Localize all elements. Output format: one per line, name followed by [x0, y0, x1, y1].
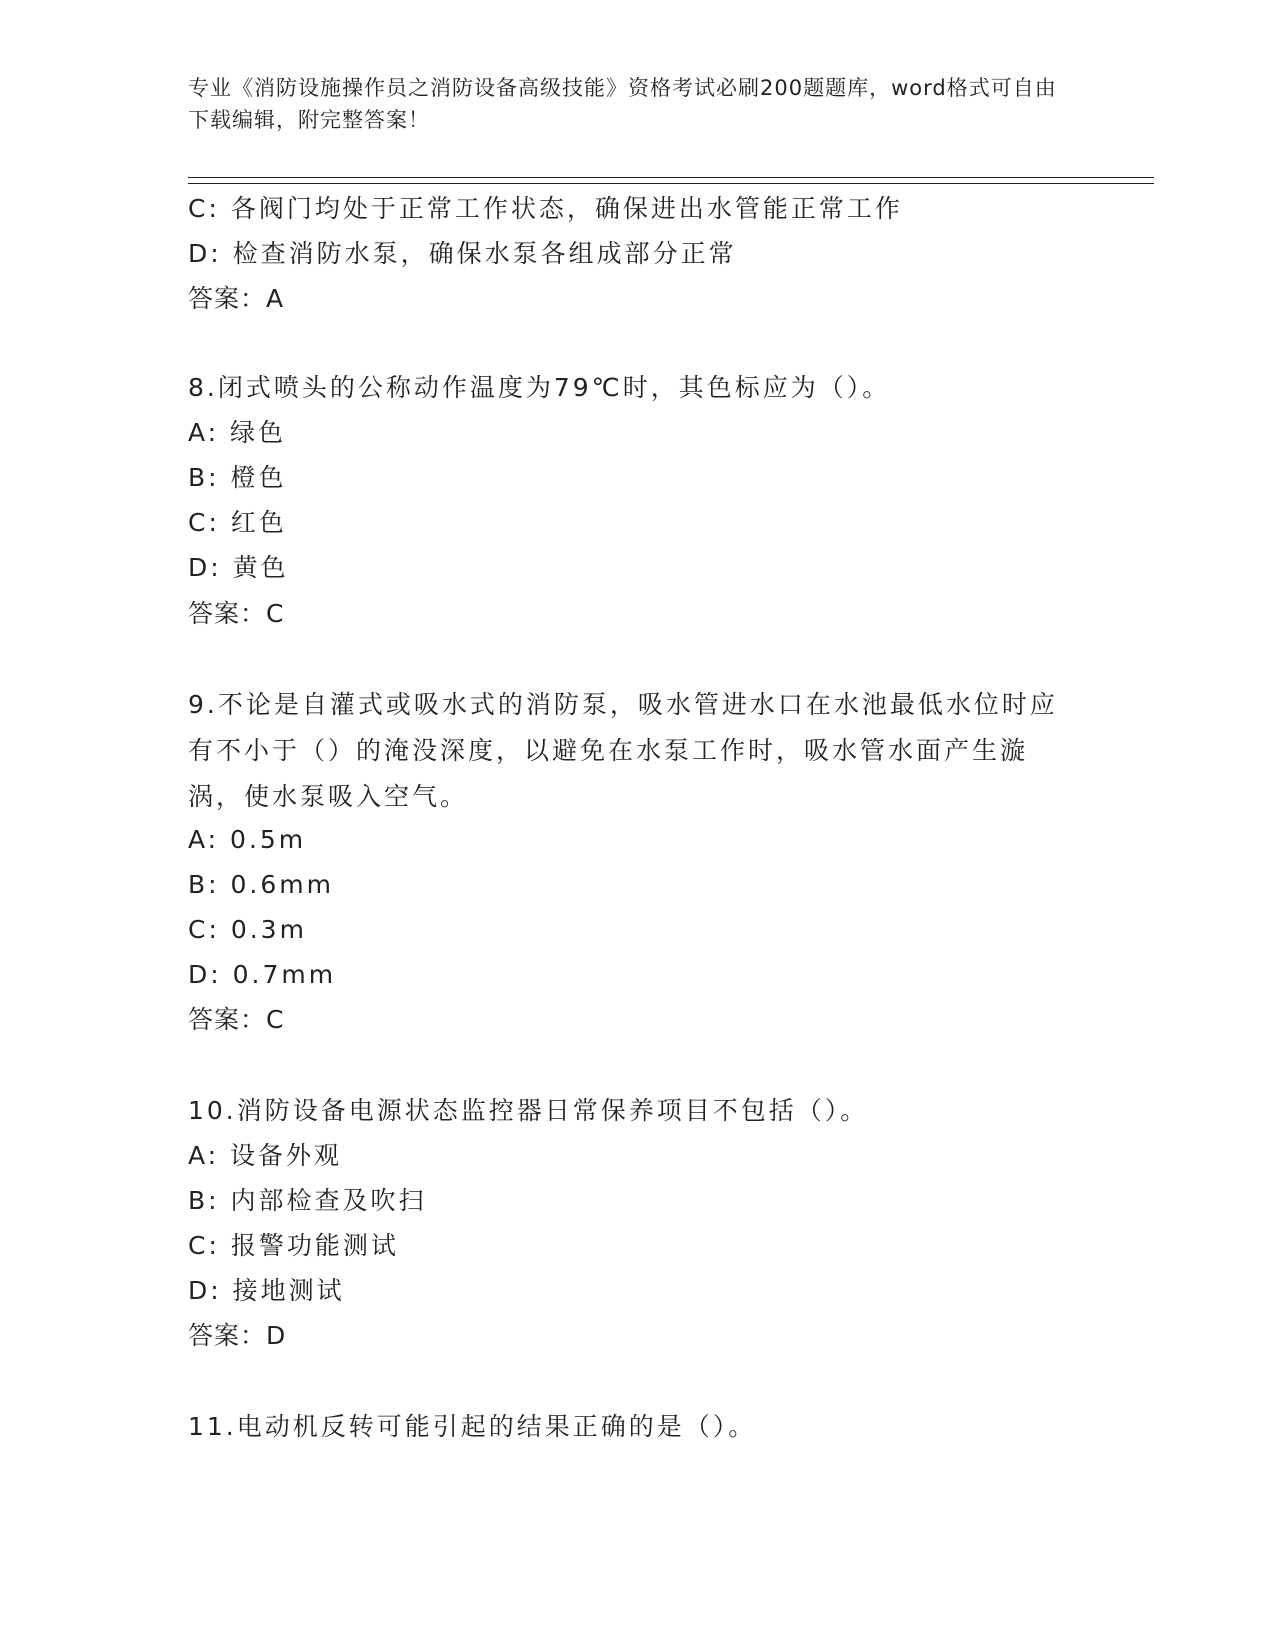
q8-option-c: C: 红色: [188, 508, 287, 537]
q10-option-b: B: 内部检查及吹扫: [188, 1186, 427, 1215]
q9-stem: 9.不论是自灌式或吸水式的消防泵，吸水管进水口在水池最低水位时应有不小于（）的淹没深度，以避免在水泵工作时，吸水管水面产生漩涡，使水泵吸入空气。: [188, 690, 1058, 811]
q10-option-a: A: 设备外观: [188, 1141, 343, 1170]
q7-option-c: C: 各阀门均处于正常工作状态，确保进出水管能正常工作: [188, 194, 903, 223]
q8-answer: 答案：C: [188, 599, 285, 628]
q10-option-d: D: 接地测试: [188, 1276, 345, 1305]
q8-option-a: A: 绿色: [188, 418, 287, 447]
q9-option-c: C: 0.3m: [188, 915, 307, 944]
q10-answer: 答案：D: [188, 1321, 287, 1350]
q10-option-c: C: 报警功能测试: [188, 1231, 399, 1260]
q8-option-d: D: 黄色: [188, 553, 289, 582]
q7-option-d: D: 检查消防水泵，确保水泵各组成部分正常: [188, 239, 737, 268]
document-header: 专业《消防设施操作员之消防设备高级技能》资格考试必刷200题题库，word格式可自由下载编辑，附完整答案！: [188, 76, 1057, 132]
q9-option-a: A: 0.5m: [188, 825, 307, 854]
q10-stem: 10.消防设备电源状态监控器日常保养项目不包括（）。: [188, 1096, 869, 1125]
q8-stem: 8.闭式喷头的公称动作温度为79℃时，其色标应为（）。: [188, 373, 891, 402]
q7-answer: 答案：A: [188, 284, 285, 313]
q9-option-d: D: 0.7mm: [188, 960, 337, 989]
q11-stem: 11.电动机反转可能引起的结果正确的是（）。: [188, 1412, 757, 1441]
q9-option-b: B: 0.6mm: [188, 870, 334, 899]
q9-answer: 答案：C: [188, 1005, 285, 1034]
header-divider-bottom: [188, 183, 1154, 184]
q8-option-b: B: 橙色: [188, 463, 287, 492]
header-divider-top: [188, 177, 1154, 178]
